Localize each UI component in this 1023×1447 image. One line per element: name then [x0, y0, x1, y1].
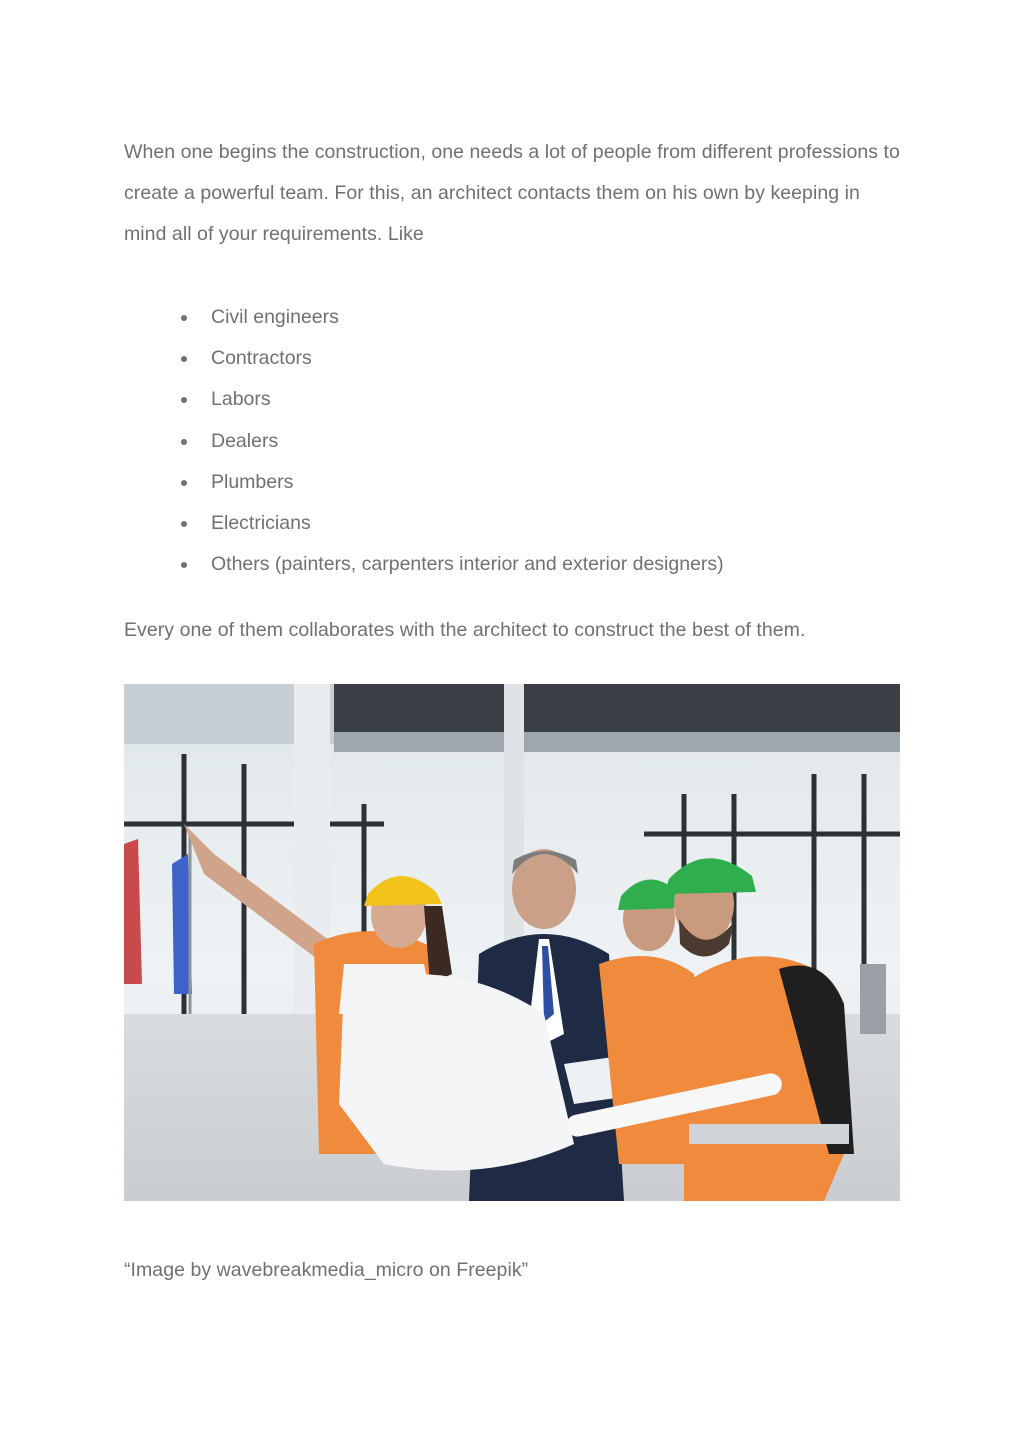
construction-team-photo: [124, 684, 900, 1201]
list-item: [124, 297, 724, 338]
bullet-icon: [181, 356, 187, 362]
bullet-icon: [181, 439, 187, 445]
list-item: [124, 338, 724, 379]
list-item: [124, 503, 724, 544]
list-item-label: Dealers: [211, 429, 279, 452]
closing-paragraph: Every one of them collaborates with the architect to construct the best of them.: [124, 619, 806, 641]
list-item-label: Civil engineers: [211, 306, 339, 328]
profession-list: [124, 297, 724, 585]
list-item-label: Plumbers: [211, 470, 294, 493]
intro-paragraph: When one begins the construction, one needs a lot of people from different professions to create a powerful team. For this, an architect contacts them on his own by keeping in mind all of your requirements. Like: [124, 141, 900, 245]
list-item-label: Others (painters, carpenters interior and exterior designers): [211, 553, 724, 576]
list-item: [124, 544, 724, 585]
list-item: [124, 421, 724, 462]
image-credit: “Image by wavebreakmedia_micro on Freepik”: [124, 1259, 529, 1281]
document-page: [124, 0, 900, 1447]
bullet-icon: [181, 521, 187, 527]
list-item-label: Labors: [211, 388, 271, 411]
list-item-label: Electricians: [211, 511, 311, 534]
bullet-icon: [181, 315, 187, 321]
bullet-icon: [181, 480, 187, 486]
list-item: [124, 462, 724, 503]
list-item: [124, 379, 724, 420]
list-item-label: Contractors: [211, 347, 312, 370]
bullet-icon: [181, 562, 187, 568]
bullet-icon: [181, 397, 187, 403]
